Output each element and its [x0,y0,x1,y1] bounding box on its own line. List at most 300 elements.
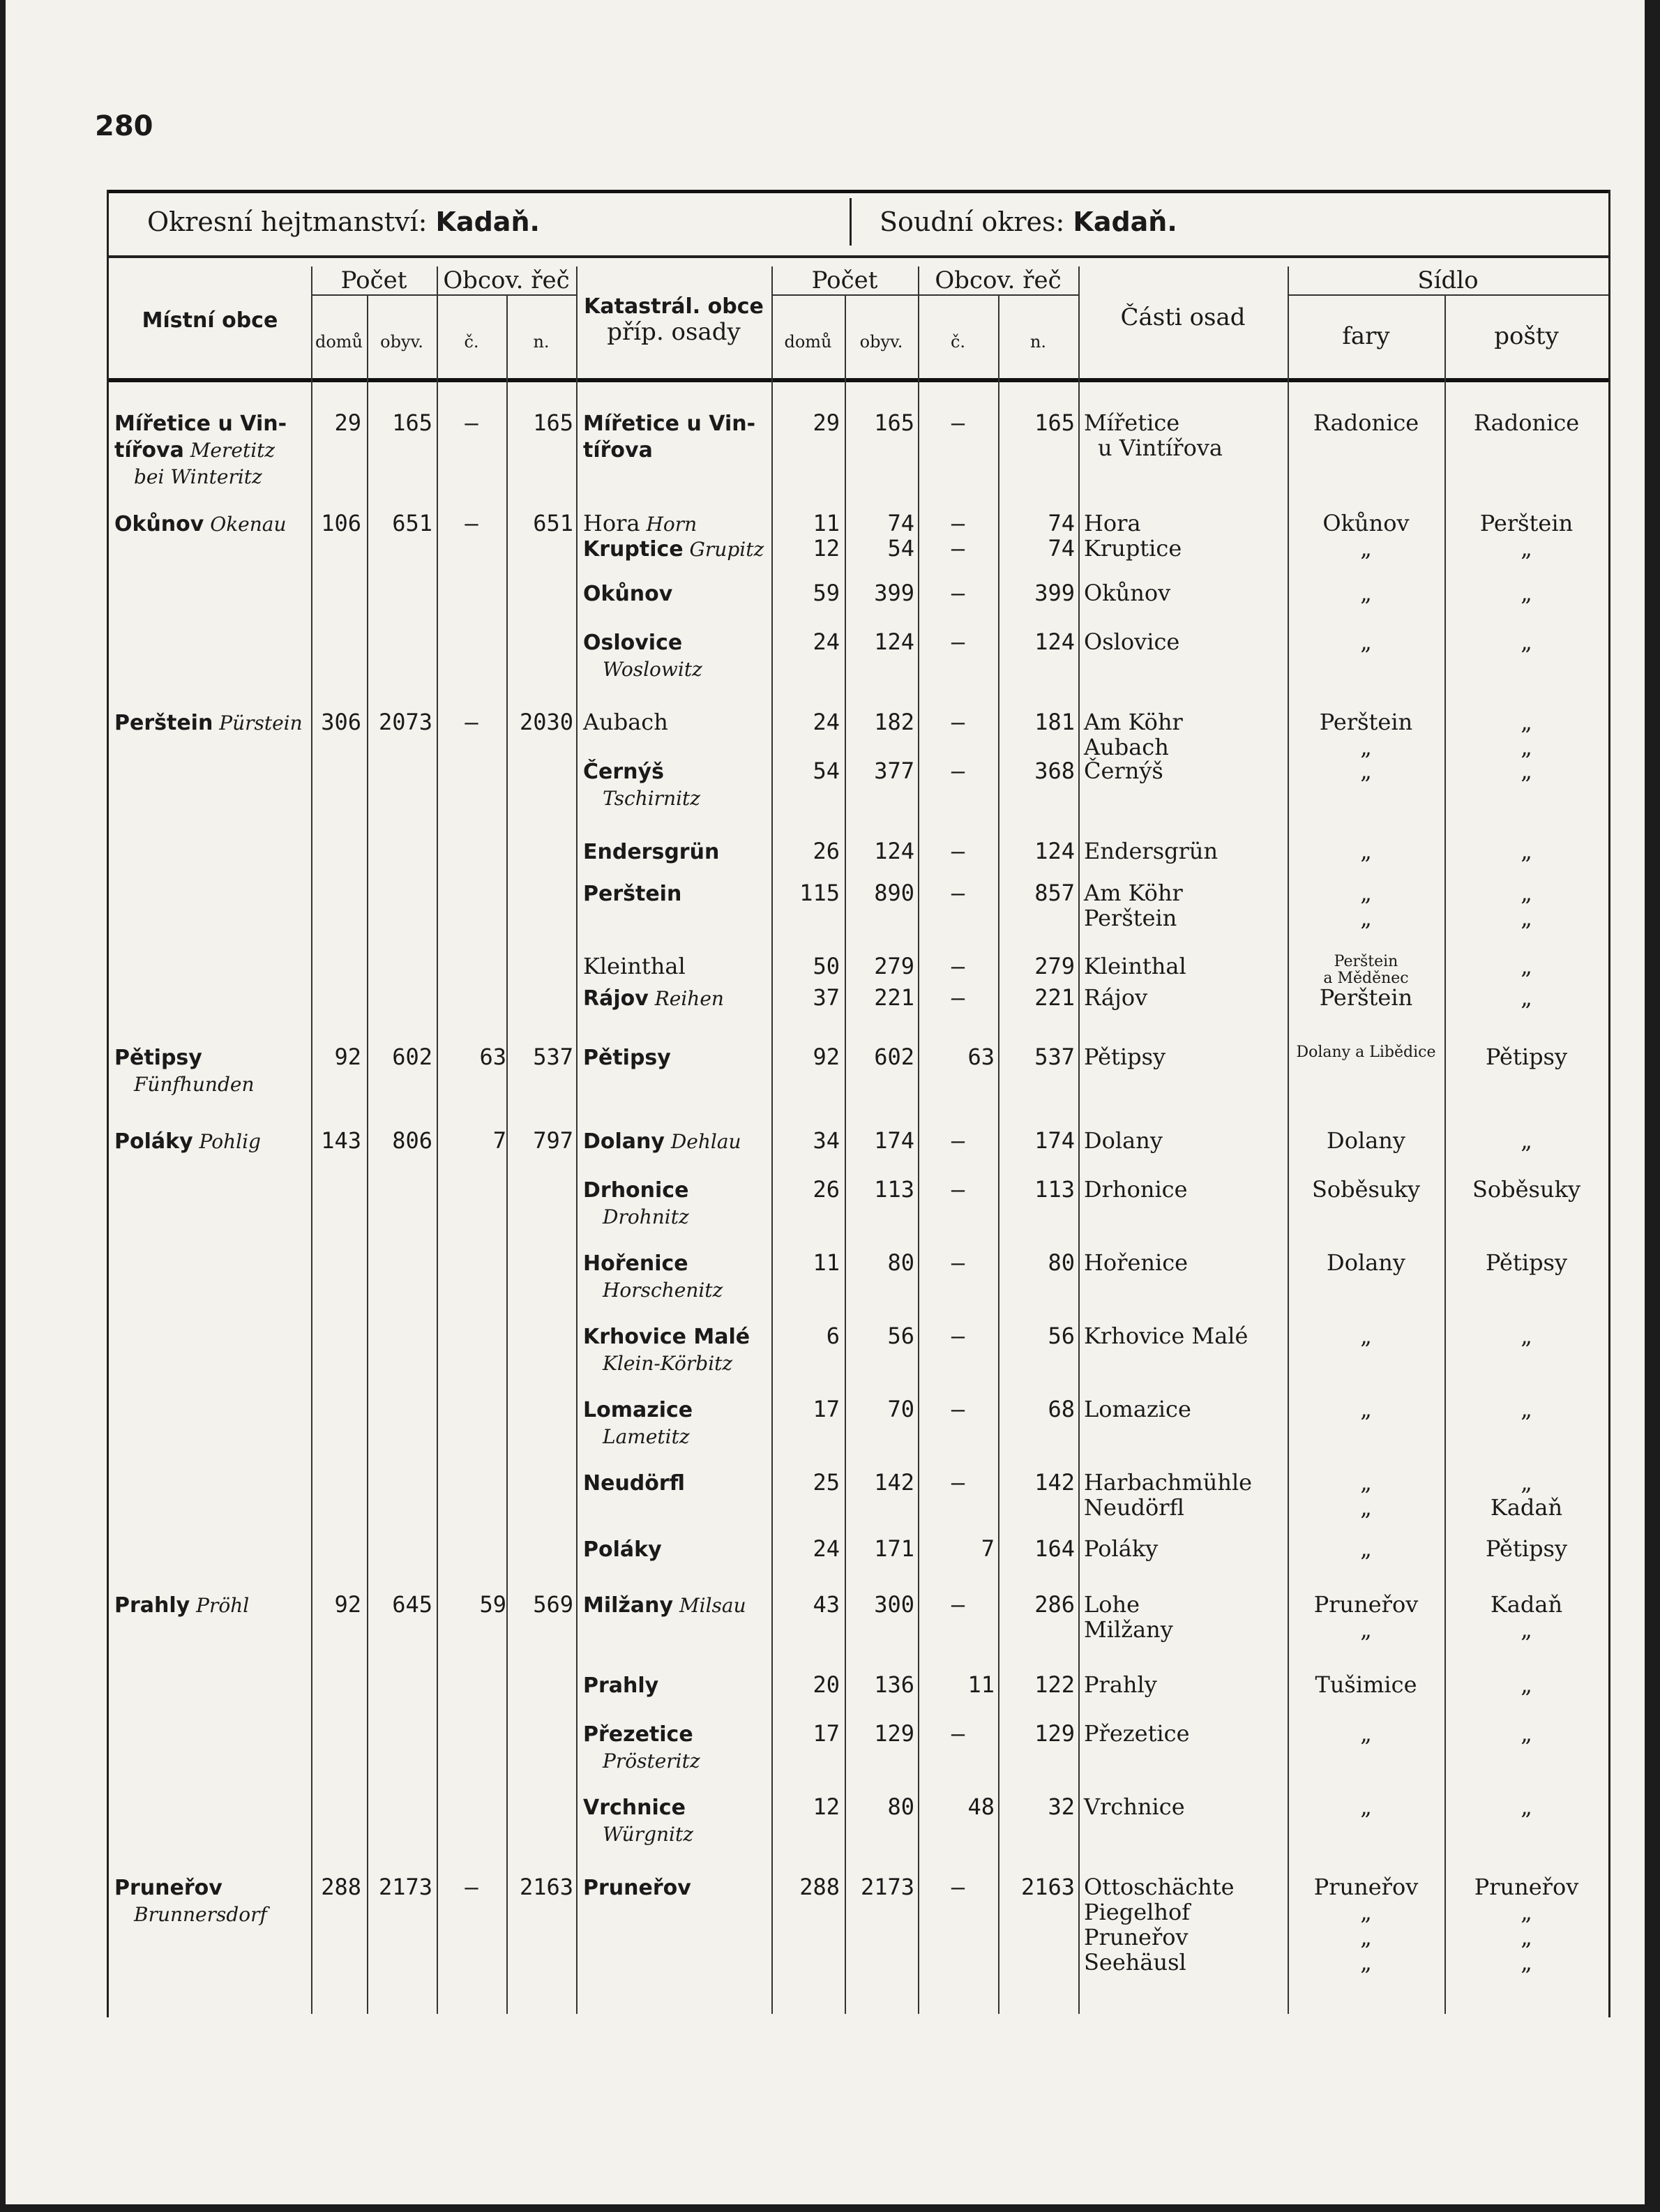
cast-osady: Ottoschächte [1084,1874,1235,1900]
kat-nemcina: 122 [1034,1671,1075,1698]
casti-osad [1084,629,1286,654]
katastral-name [583,1323,771,1376]
sidlo-posty [1444,1470,1608,1520]
kat-obyv: 602 [874,1044,914,1070]
obec-label: Pruneřov [114,1876,222,1900]
hdr-obcov-rec: Obcov. řeč [443,266,570,294]
fara: „ [1360,1494,1372,1521]
obec-obyv: 806 [392,1127,432,1154]
hdr-c-2: č. [950,332,966,352]
kat-cestina: — [951,1176,965,1203]
sidlo-posty [1444,758,1608,783]
sidlo-fary [1288,511,1444,536]
kat-domu: 54 [813,758,840,784]
kat-domu: 34 [813,1127,840,1154]
kat-obyv: 124 [874,838,914,864]
obec-obyv: 2073 [378,709,432,735]
katastral-name [583,580,771,607]
casti-osad [1084,709,1286,760]
cast-osady: Rájov [1084,984,1148,1011]
fara: Perštein [1319,984,1413,1011]
soudni-label: Soudní okres: [880,206,1065,237]
kat-nemcina: 537 [1034,1044,1075,1070]
kat-obyv: 890 [874,880,914,906]
casti-osad [1084,1397,1286,1422]
posta: „ [1521,953,1532,979]
sidlo-posty [1444,1721,1608,1746]
katastral-german-name: Klein-Körbitz [603,1352,733,1375]
sidlo-fary [1288,1250,1444,1275]
katastral-label: Vrchnice [583,1796,686,1820]
hdr-mistni-obce: Místní obce [142,308,278,333]
sidlo-fary [1288,536,1444,561]
casti-osad [1084,985,1286,1010]
obec-domu: 92 [334,1591,361,1618]
katastral-label-2: tířova [583,438,653,462]
posta: Pětipsy [1485,1044,1568,1070]
sidlo-fary [1288,985,1444,1010]
header-bottom-rule [109,378,1608,382]
sidlo-posty [1444,880,1608,931]
hdr-pocet: Počet [340,266,407,294]
katastral-name [583,985,771,1011]
posta: „ [1521,535,1532,562]
katastral-name [583,1536,771,1563]
kat-cestina: — [951,1591,965,1618]
kat-nemcina: 164 [1034,1535,1075,1562]
obec-cestina: 7 [492,1127,506,1154]
fara: „ [1360,1949,1372,1976]
kat-nemcina: 279 [1034,953,1075,979]
kat-cestina: — [951,1323,965,1349]
cast-osady: Prahly [1084,1671,1157,1698]
kat-cestina: — [951,838,965,864]
katastral-name [583,511,771,537]
kat-nemcina: 56 [1048,1323,1075,1349]
cast-osady: Milžany [1084,1616,1173,1643]
cast-osady: Poláky [1084,1535,1159,1562]
casti-osad [1084,1044,1286,1069]
cast-osady: Kleinthal [1084,953,1186,979]
header-rule [109,255,1608,258]
fara: Perštein [1319,709,1413,735]
katastral-name [583,758,771,811]
kat-cestina: — [951,1469,965,1496]
kat-cestina: — [951,984,965,1011]
col-line [576,266,578,2014]
sidlo-fary [1288,954,1444,987]
obec-german-name-2: bei Winteritz [134,465,262,488]
casti-osad [1084,1592,1286,1642]
posta: „ [1521,580,1532,606]
hdr-obyv-2: obyv. [859,332,903,352]
kat-nemcina: 68 [1048,1396,1075,1422]
katastral-label: Přezetice [583,1722,693,1747]
katastral-label: Neudörfl [583,1471,685,1496]
kat-cestina: 63 [967,1044,995,1070]
casti-osad [1084,758,1286,783]
table-frame [107,190,1610,2017]
kat-domu: 11 [813,510,840,536]
posta: Perštein [1479,510,1574,536]
posta: Pětipsy [1485,1535,1568,1562]
kat-obyv: 124 [874,629,914,655]
katastral-label: Mířetice u Vin- [583,412,756,436]
katastral-german-name: Reihen [648,987,724,1010]
posta: „ [1521,905,1532,931]
obec-label: Pětipsy [114,1046,202,1070]
posta: Kadaň [1490,1591,1563,1618]
fara: „ [1360,1535,1372,1562]
hdr-casti-osad: Části osad [1120,303,1246,331]
fara: „ [1360,905,1372,931]
posta: „ [1521,709,1532,735]
fara: Dolany a Libědice [1296,1044,1436,1061]
kat-obyv: 80 [887,1249,914,1276]
obec-obyv: 602 [392,1044,432,1070]
kat-obyv: 377 [874,758,914,784]
okresni-value: Kadaň. [435,206,540,237]
sidlo-posty [1444,580,1608,605]
posta: „ [1521,1469,1532,1496]
katastral-label: Rájov [583,986,649,1011]
sidlo-posty [1444,838,1608,864]
katastral-label: Aubach [583,709,668,735]
fara: Dolany [1327,1249,1405,1276]
fara: „ [1360,838,1372,864]
hdr-c: č. [464,332,479,352]
sub-rule [1288,294,1608,296]
posta: „ [1521,629,1532,655]
casti-osad [1084,880,1286,931]
obec-cestina: 63 [479,1044,506,1070]
katastral-label: Pětipsy [583,1046,671,1070]
katastral-name [583,1592,771,1618]
kat-obyv: 171 [874,1535,914,1562]
fara: „ [1360,1720,1372,1747]
hdr-obyv: obyv. [380,332,423,352]
cast-osady: u Vintířova [1098,435,1223,461]
casti-osad [1084,954,1286,979]
kat-nemcina: 399 [1034,580,1075,606]
fara: Soběsuky [1311,1176,1421,1203]
katastral-label: Oslovice [583,631,683,655]
hdr-posty: pošty [1494,322,1559,350]
kat-nemcina: 129 [1034,1720,1075,1747]
kat-obyv: 221 [874,984,914,1011]
kat-domu: 288 [799,1874,840,1900]
col-line [506,294,508,2014]
hdr-sidlo: Sídlo [1417,266,1479,294]
katastral-label: Lomazice [583,1398,693,1422]
obec-label: Poláky [114,1129,193,1154]
fara: „ [1360,1396,1372,1422]
kat-domu: 6 [826,1323,840,1349]
obec-nemcina: 165 [533,409,573,436]
sidlo-fary [1288,1177,1444,1202]
fara: „ [1360,880,1372,906]
okresni-hejtmanstvi [109,198,852,246]
kat-domu: 26 [813,838,840,864]
kat-cestina: — [951,1127,965,1154]
kat-cestina: — [951,535,965,562]
kat-domu: 12 [813,1793,840,1820]
posta: „ [1521,1323,1532,1349]
obec-obyv: 2173 [378,1874,432,1900]
posta: „ [1521,734,1532,760]
fara: „ [1360,629,1372,655]
casti-osad [1084,1177,1286,1202]
kat-cestina: — [951,510,965,536]
kat-nemcina: 221 [1034,984,1075,1011]
katastral-german-name: Horn [640,513,697,536]
kat-obyv: 142 [874,1469,914,1496]
kat-cestina: 48 [967,1793,995,1820]
obec-cestina: — [465,709,478,735]
sidlo-posty [1444,1323,1608,1348]
katastral-name [583,1721,771,1774]
katastral-german-name: Woslowitz [603,658,702,681]
sidlo-posty [1444,985,1608,1010]
katastral-german-name: Drohnitz [603,1205,689,1228]
katastral-label: Krhovice Malé [583,1325,750,1349]
fara: Dolany [1327,1127,1405,1154]
fara: Tušimice [1315,1671,1417,1698]
fara: „ [1360,1899,1372,1925]
kat-nemcina: 165 [1034,409,1075,436]
obec-cestina: — [465,510,478,536]
page-number: 280 [95,110,153,142]
obec-german-name: Okenau [204,513,287,536]
kat-nemcina: 32 [1048,1793,1075,1820]
obec-name [114,1128,311,1154]
cast-osady: Drhonice [1084,1176,1188,1203]
kat-cestina: — [951,880,965,906]
cast-osady: Mířetice [1084,409,1180,436]
kat-obyv: 80 [887,1793,914,1820]
casti-osad [1084,536,1286,561]
sidlo-fary [1288,1592,1444,1642]
casti-osad [1084,1672,1286,1697]
kat-obyv: 174 [874,1127,914,1154]
katastral-german-name: Grupitz [683,538,764,561]
fara: „ [1360,1793,1372,1820]
sidlo-fary [1288,1794,1444,1819]
cast-osady: Přezetice [1084,1720,1190,1747]
posta: „ [1521,1616,1532,1643]
kat-obyv: 113 [874,1176,914,1203]
sidlo-fary [1288,709,1444,760]
katastral-german-name: Tschirnitz [603,787,701,810]
sidlo-fary [1288,880,1444,931]
posta: Pruneřov [1474,1874,1579,1900]
kat-nemcina: 368 [1034,758,1075,784]
cast-osady: Lohe [1084,1591,1140,1618]
katastral-german-name: Horschenitz [603,1279,723,1302]
casti-osad [1084,511,1286,536]
katastral-label: Kleinthal [583,953,686,979]
cast-osady: Pětipsy [1084,1044,1166,1070]
kat-nemcina: 181 [1034,709,1075,735]
katastral-label: Perštein [583,882,682,906]
col-line [367,294,368,2014]
kat-domu: 92 [813,1044,840,1070]
katastral-label: Poláky [583,1537,662,1562]
kat-cestina: 7 [981,1535,995,1562]
title-row [109,198,1608,246]
obec-german-name-2: Fünfhunden [134,1073,255,1096]
kat-obyv: 300 [874,1591,914,1618]
fara: a Měděnec [1323,970,1409,987]
katastral-label: Prahly [583,1673,659,1698]
katastral-label: Hora [583,510,640,536]
obec-label: Perštein [114,711,213,735]
cast-osady: Lomazice [1084,1396,1191,1422]
sidlo-fary [1288,1397,1444,1422]
fara: „ [1360,1323,1372,1349]
obec-german-name: Pröhl [190,1594,250,1617]
obec-nemcina: 2163 [519,1874,573,1900]
sidlo-posty [1444,629,1608,654]
katastral-name [583,1672,771,1699]
sidlo-fary [1288,1044,1444,1061]
sidlo-posty [1444,1397,1608,1422]
sidlo-posty [1444,1250,1608,1275]
cast-osady: Hořenice [1084,1249,1189,1276]
kat-cestina: — [951,709,965,735]
obec-german-name: Pürstein [213,712,303,735]
sidlo-fary [1288,838,1444,864]
kat-domu: 24 [813,629,840,655]
katastral-label: Kruptice [583,537,684,562]
sidlo-fary [1288,1470,1444,1520]
fara: „ [1360,535,1372,562]
katastral-name [583,954,771,979]
kat-domu: 37 [813,984,840,1011]
kat-obyv: 74 [887,510,914,536]
posta: „ [1521,1949,1532,1976]
cast-osady: Am Köhr [1084,880,1183,906]
katastral-german-name: Dehlau [664,1130,741,1153]
katastral-name [583,629,771,682]
sidlo-fary [1288,629,1444,654]
okresni-label: Okresní hejtmanství: [147,206,428,237]
posta: „ [1521,1671,1532,1698]
posta: Soběsuky [1472,1176,1581,1203]
cast-osady: Piegelhof [1084,1899,1191,1925]
cast-osady: Am Köhr [1084,709,1183,735]
fara: Perštein [1334,953,1398,970]
posta: „ [1521,758,1532,784]
kat-domu: 11 [813,1249,840,1276]
kat-cestina: — [951,1396,965,1422]
kat-cestina: — [951,1249,965,1276]
obec-cestina: — [465,409,478,436]
kat-domu: 59 [813,580,840,606]
kat-cestina: — [951,758,965,784]
obec-german-name-2: Brunnersdorf [134,1903,267,1926]
sidlo-posty [1444,1592,1608,1642]
casti-osad [1084,1794,1286,1819]
sidlo-fary [1288,1672,1444,1697]
obec-obyv: 165 [392,409,432,436]
sidlo-fary [1288,758,1444,783]
kat-obyv: 54 [887,535,914,562]
sidlo-fary [1288,1721,1444,1746]
fara: Radonice [1313,409,1419,436]
katastral-name [583,1874,771,1901]
katastral-label: Okůnov [583,582,673,606]
sub-rule [771,294,1078,296]
katastral-label: Dolany [583,1129,665,1154]
kat-cestina: — [951,580,965,606]
katastral-german-name: Würgnitz [603,1823,693,1846]
obec-domu: 106 [321,510,361,536]
katastral-name [583,709,771,735]
top-rule [109,190,1608,193]
kat-nemcina: 124 [1034,629,1075,655]
obec-name [114,511,311,537]
posta: „ [1521,1793,1532,1820]
sidlo-posty [1444,1177,1608,1202]
kat-obyv: 182 [874,709,914,735]
cast-osady: Harbachmühle [1084,1469,1253,1496]
kat-nemcina: 142 [1034,1469,1075,1496]
kat-cestina: 11 [967,1671,995,1698]
sidlo-posty [1444,1874,1608,1975]
kat-cestina: — [951,953,965,979]
kat-obyv: 2173 [860,1874,914,1900]
obec-nemcina: 797 [533,1127,573,1154]
obec-label-2: tířova [114,438,184,462]
obec-nemcina: 2030 [519,709,573,735]
fara: „ [1360,758,1372,784]
fara: „ [1360,1924,1372,1950]
soudni-value: Kadaň. [1073,206,1177,237]
katastral-name [583,1794,771,1847]
cast-osady: Oslovice [1084,629,1180,655]
hdr-pocet-2: Počet [811,266,878,294]
cast-osady: Hora [1084,510,1141,536]
kat-nemcina: 113 [1034,1176,1075,1203]
kat-domu: 25 [813,1469,840,1496]
katastral-german-name: Prösteritz [603,1750,700,1773]
katastral-name [583,536,771,562]
obec-label: Mířetice u Vin- [114,412,287,436]
sidlo-posty [1444,1128,1608,1153]
kat-obyv: 399 [874,580,914,606]
obec-nemcina: 651 [533,510,573,536]
kat-nemcina: 174 [1034,1127,1075,1154]
katastral-name [583,1177,771,1230]
col-line [1078,266,1080,2014]
sidlo-fary [1288,580,1444,605]
posta: Pětipsy [1485,1249,1568,1276]
casti-osad [1084,580,1286,605]
posta: „ [1521,1924,1532,1950]
hdr-katastral: Katastrál. obce [584,294,764,319]
katastral-german-name: Lametitz [603,1425,690,1448]
hdr-obcov-rec-2: Obcov. řeč [935,266,1062,294]
fara: „ [1360,734,1372,760]
hdr-n-2: n. [1029,332,1047,352]
posta: „ [1521,880,1532,906]
kat-domu: 29 [813,409,840,436]
cast-osady: Aubach [1084,734,1169,760]
kat-domu: 24 [813,1535,840,1562]
kat-nemcina: 74 [1048,510,1075,536]
obec-obyv: 645 [392,1591,432,1618]
